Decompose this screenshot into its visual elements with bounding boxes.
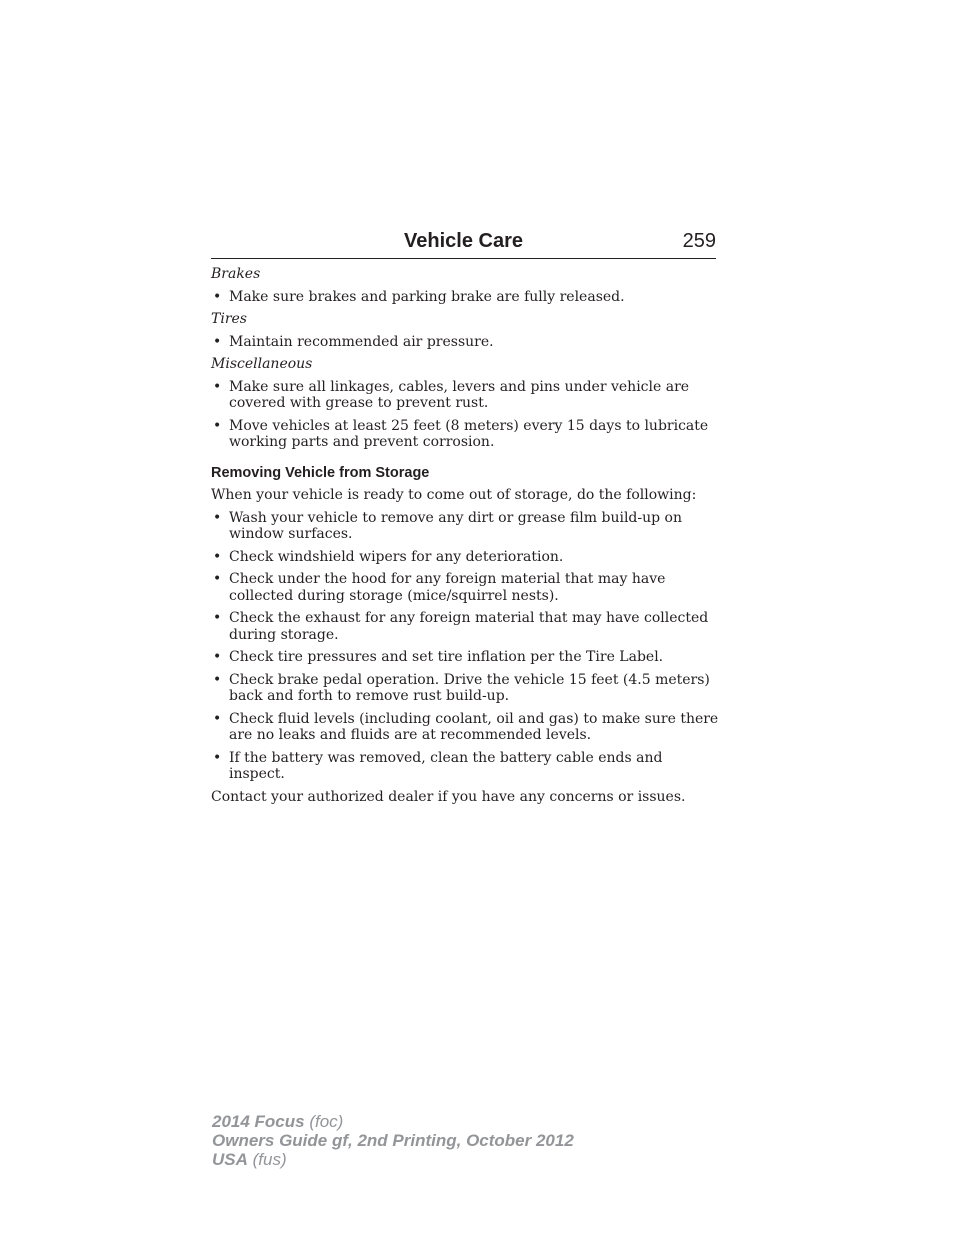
bullet-icon: •	[213, 509, 222, 526]
brakes-list	[211, 289, 721, 306]
closing-paragraph: Contact your authorized dealer if you have any concerns or issues.	[211, 788, 686, 805]
subhead-tires: Tires	[211, 311, 247, 327]
bullet-icon: •	[213, 749, 222, 766]
list-item-text: Check the exhaust for any foreign material that may have collected during storage.	[229, 610, 709, 643]
list-item-text: Check brake pedal operation. Drive the vehicle 15 feet (4.5 meters) back and forth to remove rust build-up.	[229, 671, 710, 704]
list-item-text: Check tire pressures and set tire inflation per the Tire Label.	[229, 649, 664, 665]
list-item	[211, 711, 721, 744]
list-item	[211, 289, 721, 306]
removing-list	[211, 510, 721, 783]
page-number: 259	[682, 230, 716, 252]
bullet-icon: •	[213, 378, 222, 395]
list-item-text: Maintain recommended air pressure.	[229, 333, 494, 350]
bullet-icon: •	[213, 417, 222, 434]
page-content	[211, 266, 721, 811]
footer-line-3	[212, 1150, 574, 1169]
bullet-icon: •	[213, 548, 222, 565]
list-item	[211, 510, 721, 543]
section-heading-removing-storage: Removing Vehicle from Storage	[211, 464, 430, 481]
footer-line-2	[212, 1131, 574, 1150]
footer-market: USA	[212, 1150, 248, 1169]
list-item	[211, 750, 721, 783]
bullet-icon: •	[213, 333, 222, 350]
list-item-text: Wash your vehicle to remove any dirt or grease film build-up on window surfaces.	[229, 509, 682, 542]
list-item	[211, 379, 721, 412]
bullet-icon: •	[213, 671, 222, 688]
footer-guide-info: Owners Guide gf, 2nd Printing, October 2012	[212, 1131, 574, 1150]
list-item-text: If the battery was removed, clean the battery cable ends and inspect.	[229, 749, 663, 782]
list-item-text: Make sure brakes and parking brake are fully released.	[229, 288, 625, 305]
subhead-miscellaneous: Miscellaneous	[211, 356, 313, 372]
bullet-icon: •	[213, 610, 222, 626]
bullet-icon: •	[213, 649, 222, 665]
page-header	[211, 228, 716, 259]
list-item	[211, 549, 721, 566]
list-item-text: Make sure all linkages, cables, levers and pins under vehicle are covered with grease to prevent rust.	[229, 378, 690, 411]
subhead-brakes: Brakes	[211, 266, 261, 282]
list-item	[211, 418, 721, 451]
bullet-icon: •	[213, 710, 222, 727]
misc-list	[211, 379, 721, 451]
list-item	[211, 672, 721, 705]
footer-model-code: (foc)	[309, 1112, 344, 1131]
list-item-text: Check under the hood for any foreign material that may have collected during storage (mice/squirrel nests).	[229, 571, 666, 604]
list-item-text: Move vehicles at least 25 feet (8 meters) every 15 days to lubricate working parts and prevent corrosion.	[229, 417, 709, 450]
intro-paragraph: When your vehicle is ready to come out of storage, do the following:	[211, 487, 697, 503]
page-footer	[212, 1112, 574, 1169]
bullet-icon: •	[213, 571, 222, 587]
bullet-icon: •	[213, 288, 222, 305]
footer-line-1	[212, 1112, 574, 1131]
list-item	[211, 649, 721, 666]
footer-model: 2014 Focus	[212, 1112, 305, 1131]
tires-list	[211, 334, 721, 351]
list-item-text: Check windshield wipers for any deterioration.	[229, 548, 564, 565]
footer-market-code: (fus)	[252, 1150, 287, 1169]
list-item	[211, 610, 721, 643]
page-title: Vehicle Care	[404, 230, 523, 252]
list-item	[211, 334, 721, 351]
list-item	[211, 571, 721, 604]
list-item-text: Check fluid levels (including coolant, oil and gas) to make sure there are no leaks and fluids are at recommended levels.	[229, 710, 719, 743]
